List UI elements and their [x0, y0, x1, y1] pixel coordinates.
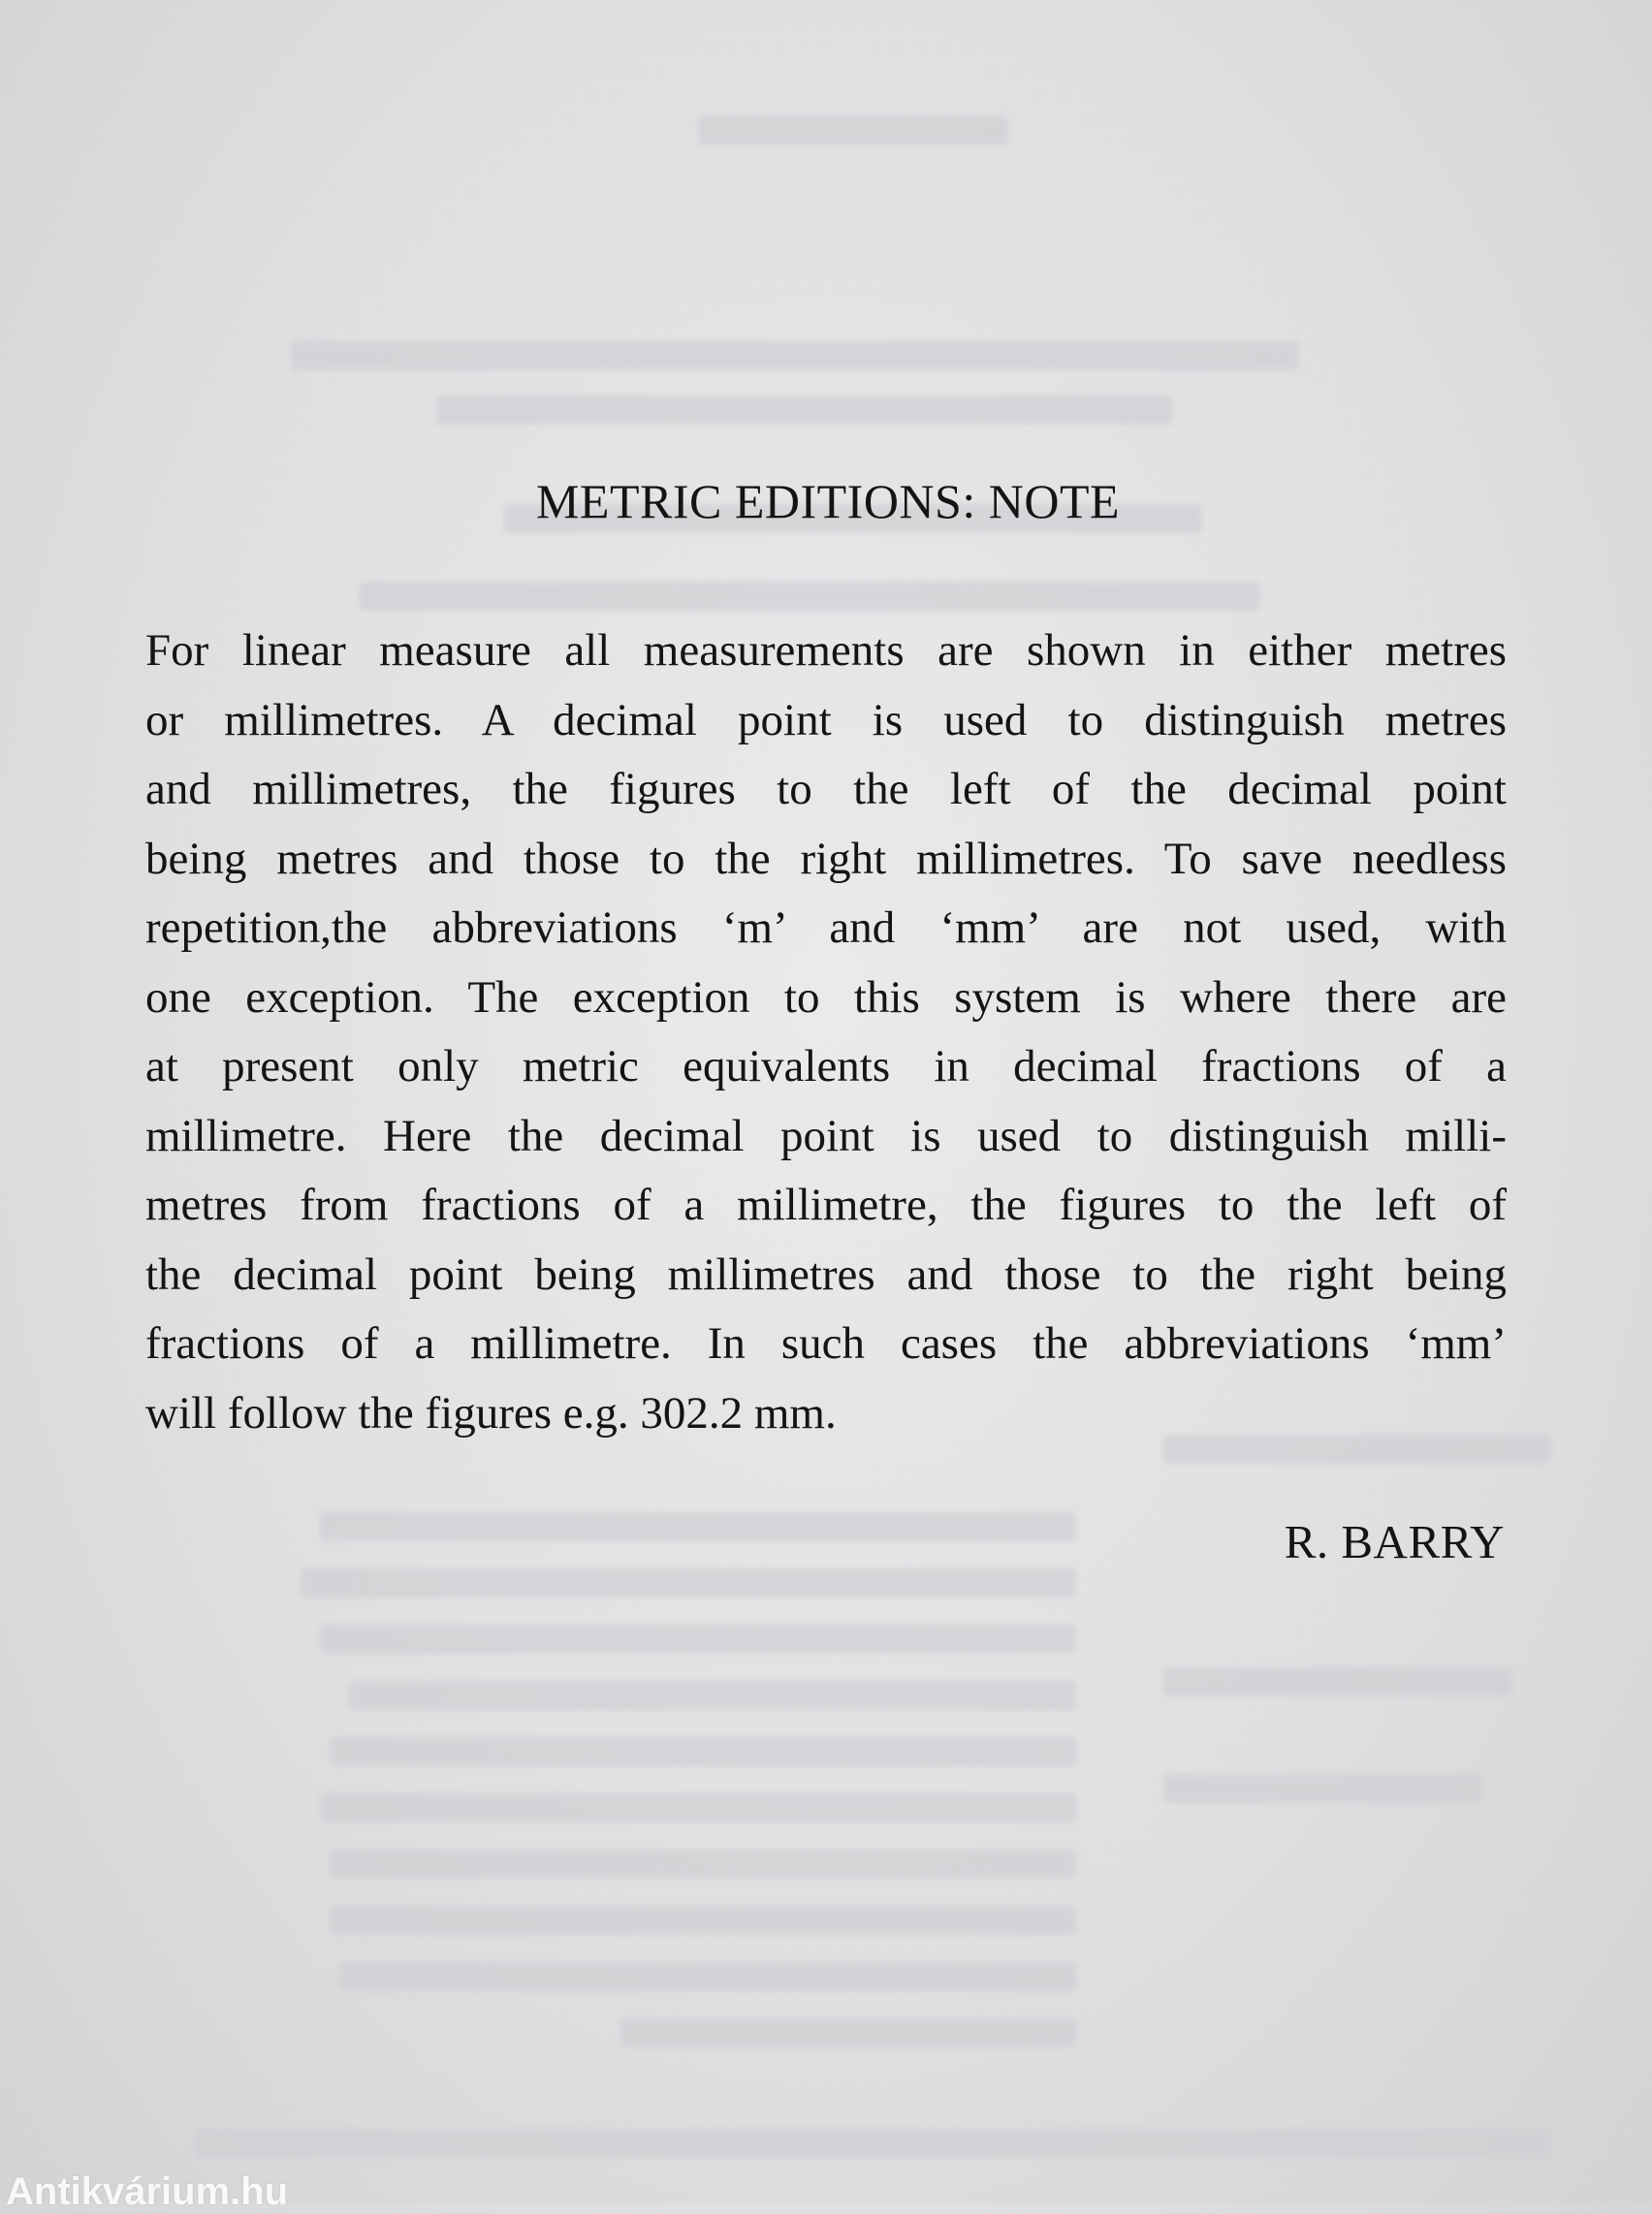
- paragraph-line: at present only metric equivalents in decimal fractions of a: [145, 1041, 1507, 1091]
- show-through-line: [194, 2129, 1551, 2158]
- paragraph-line: or millimetres. A decimal point is used to distinguish metres: [145, 694, 1507, 745]
- show-through-line: [320, 1512, 1076, 1541]
- page-title: METRIC EDITIONS: NOTE: [535, 474, 1121, 528]
- paragraph-line: being metres and those to the right millimetres. To save needless: [145, 833, 1507, 884]
- author-signature: R. BARRY: [1284, 1515, 1505, 1568]
- paragraph-line: repetition,the abbreviations ‘m’ and ‘mm’ are not used, with: [145, 902, 1507, 953]
- show-through-line: [330, 1850, 1076, 1879]
- paragraph-line: and millimetres, the figures to the left of the decimal point: [145, 764, 1507, 814]
- show-through-line: [330, 1737, 1076, 1766]
- show-through-line: [291, 341, 1299, 370]
- paragraph-line: For linear measure all measurements are shown in either metres: [145, 625, 1507, 676]
- show-through-line: [320, 1625, 1076, 1654]
- show-through-line: [1163, 1667, 1512, 1696]
- show-through-heading: [698, 116, 1008, 145]
- paragraph-line: metres from fractions of a millimetre, the figures to the left of: [145, 1180, 1507, 1230]
- show-through-line: [436, 395, 1173, 425]
- paragraph-line: millimetre. Here the decimal point is used to distinguish milli-: [145, 1110, 1507, 1161]
- paragraph-line: fractions of a millimetre. In such cases the abbreviations ‘mm’: [145, 1318, 1507, 1369]
- show-through-line: [320, 1793, 1076, 1822]
- show-through-line: [359, 582, 1260, 611]
- watermark: Antikvárium.hu: [6, 2170, 289, 2213]
- note-paragraph: [145, 617, 1507, 1448]
- show-through-line: [330, 1906, 1076, 1935]
- paragraph-line: the decimal point being millimetres and those to the right being: [145, 1249, 1507, 1300]
- show-through-line: [349, 1681, 1076, 1710]
- paragraph-line: one exception. The exception to this system is where there are: [145, 971, 1507, 1023]
- paragraph-line: will follow the figures e.g. 302.2 mm.: [145, 1387, 837, 1439]
- show-through-line: [620, 2018, 1076, 2047]
- show-through-line: [301, 1568, 1076, 1597]
- show-through-line: [1163, 1774, 1483, 1803]
- show-through-line: [339, 1962, 1076, 1991]
